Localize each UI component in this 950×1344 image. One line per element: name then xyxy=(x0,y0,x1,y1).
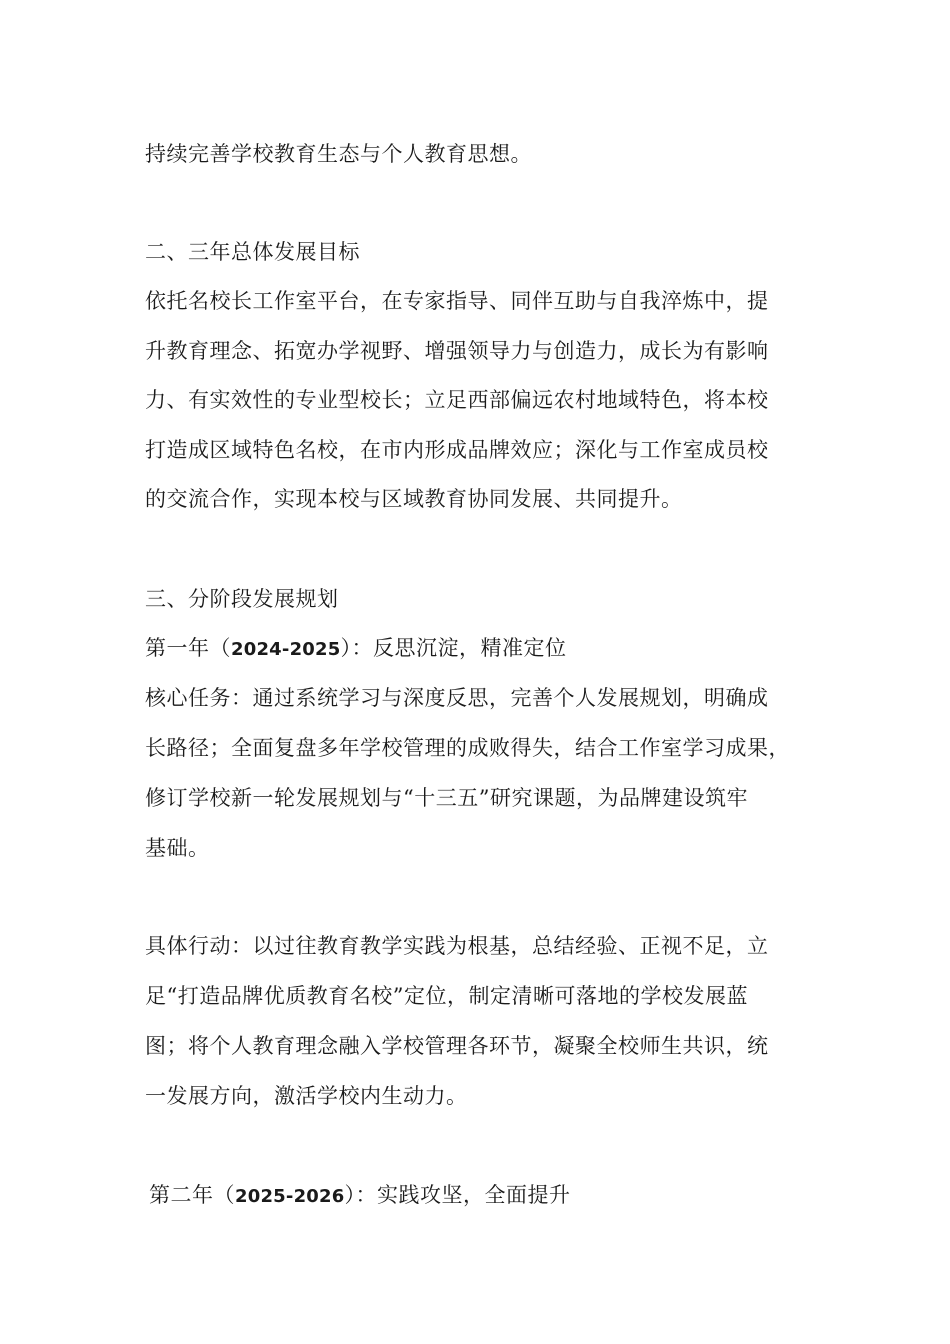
section-heading-goals: 二、三年总体发展目标 xyxy=(145,240,360,264)
paragraph-line: 修订学校新一轮发展规划与“十三五”研究课题，为品牌建设筑牢 xyxy=(145,786,748,810)
paragraph-line: 持续完善学校教育生态与个人教育思想。 xyxy=(145,142,532,166)
paragraph-line: 足“打造品牌优质教育名校”定位，制定清晰可落地的学校发展蓝 xyxy=(145,984,748,1008)
paragraph-line: 具体行动：以过往教育教学实践为根基，总结经验、正视不足，立 xyxy=(145,934,769,958)
paragraph-line: 依托名校长工作室平台，在专家指导、同伴互助与自我淬炼中，提 xyxy=(145,289,769,313)
section-heading-phases: 三、分阶段发展规划 xyxy=(145,587,339,611)
phase-years: 2024-2025 xyxy=(231,639,341,660)
paragraph-line: 长路径；全面复盘多年学校管理的成败得失，结合工作室学习成果， xyxy=(145,736,790,760)
paragraph-line: 升教育理念、拓宽办学视野、增强领导力与创造力，成长为有影响 xyxy=(145,339,769,363)
phase-years: 2025-2026 xyxy=(235,1186,345,1207)
paragraph-line: 的交流合作，实现本校与区域教育协同发展、共同提升。 xyxy=(145,487,683,511)
paragraph-line: 打造成区域特色名校，在市内形成品牌效应；深化与工作室成员校 xyxy=(145,438,769,462)
phase-heading-year-one xyxy=(145,634,566,664)
paragraph-line: 一发展方向，激活学校内生动力。 xyxy=(145,1084,468,1108)
paragraph-line: 基础。 xyxy=(145,836,210,860)
paragraph-line: 核心任务：通过系统学习与深度反思，完善个人发展规划，明确成 xyxy=(145,686,769,710)
phase-prefix: 第一年（ xyxy=(145,636,231,660)
paragraph-line: 图；将个人教育理念融入学校管理各环节，凝聚全校师生共识，统 xyxy=(145,1034,769,1058)
paragraph-line: 力、有实效性的专业型校长；立足西部偏远农村地域特色，将本校 xyxy=(145,388,769,412)
phase-prefix: 第二年（ xyxy=(149,1183,235,1207)
phase-suffix: ）：反思沉淀，精准定位 xyxy=(340,636,567,660)
phase-heading-year-two xyxy=(149,1181,570,1211)
phase-suffix: ）：实践攻坚，全面提升 xyxy=(344,1183,571,1207)
